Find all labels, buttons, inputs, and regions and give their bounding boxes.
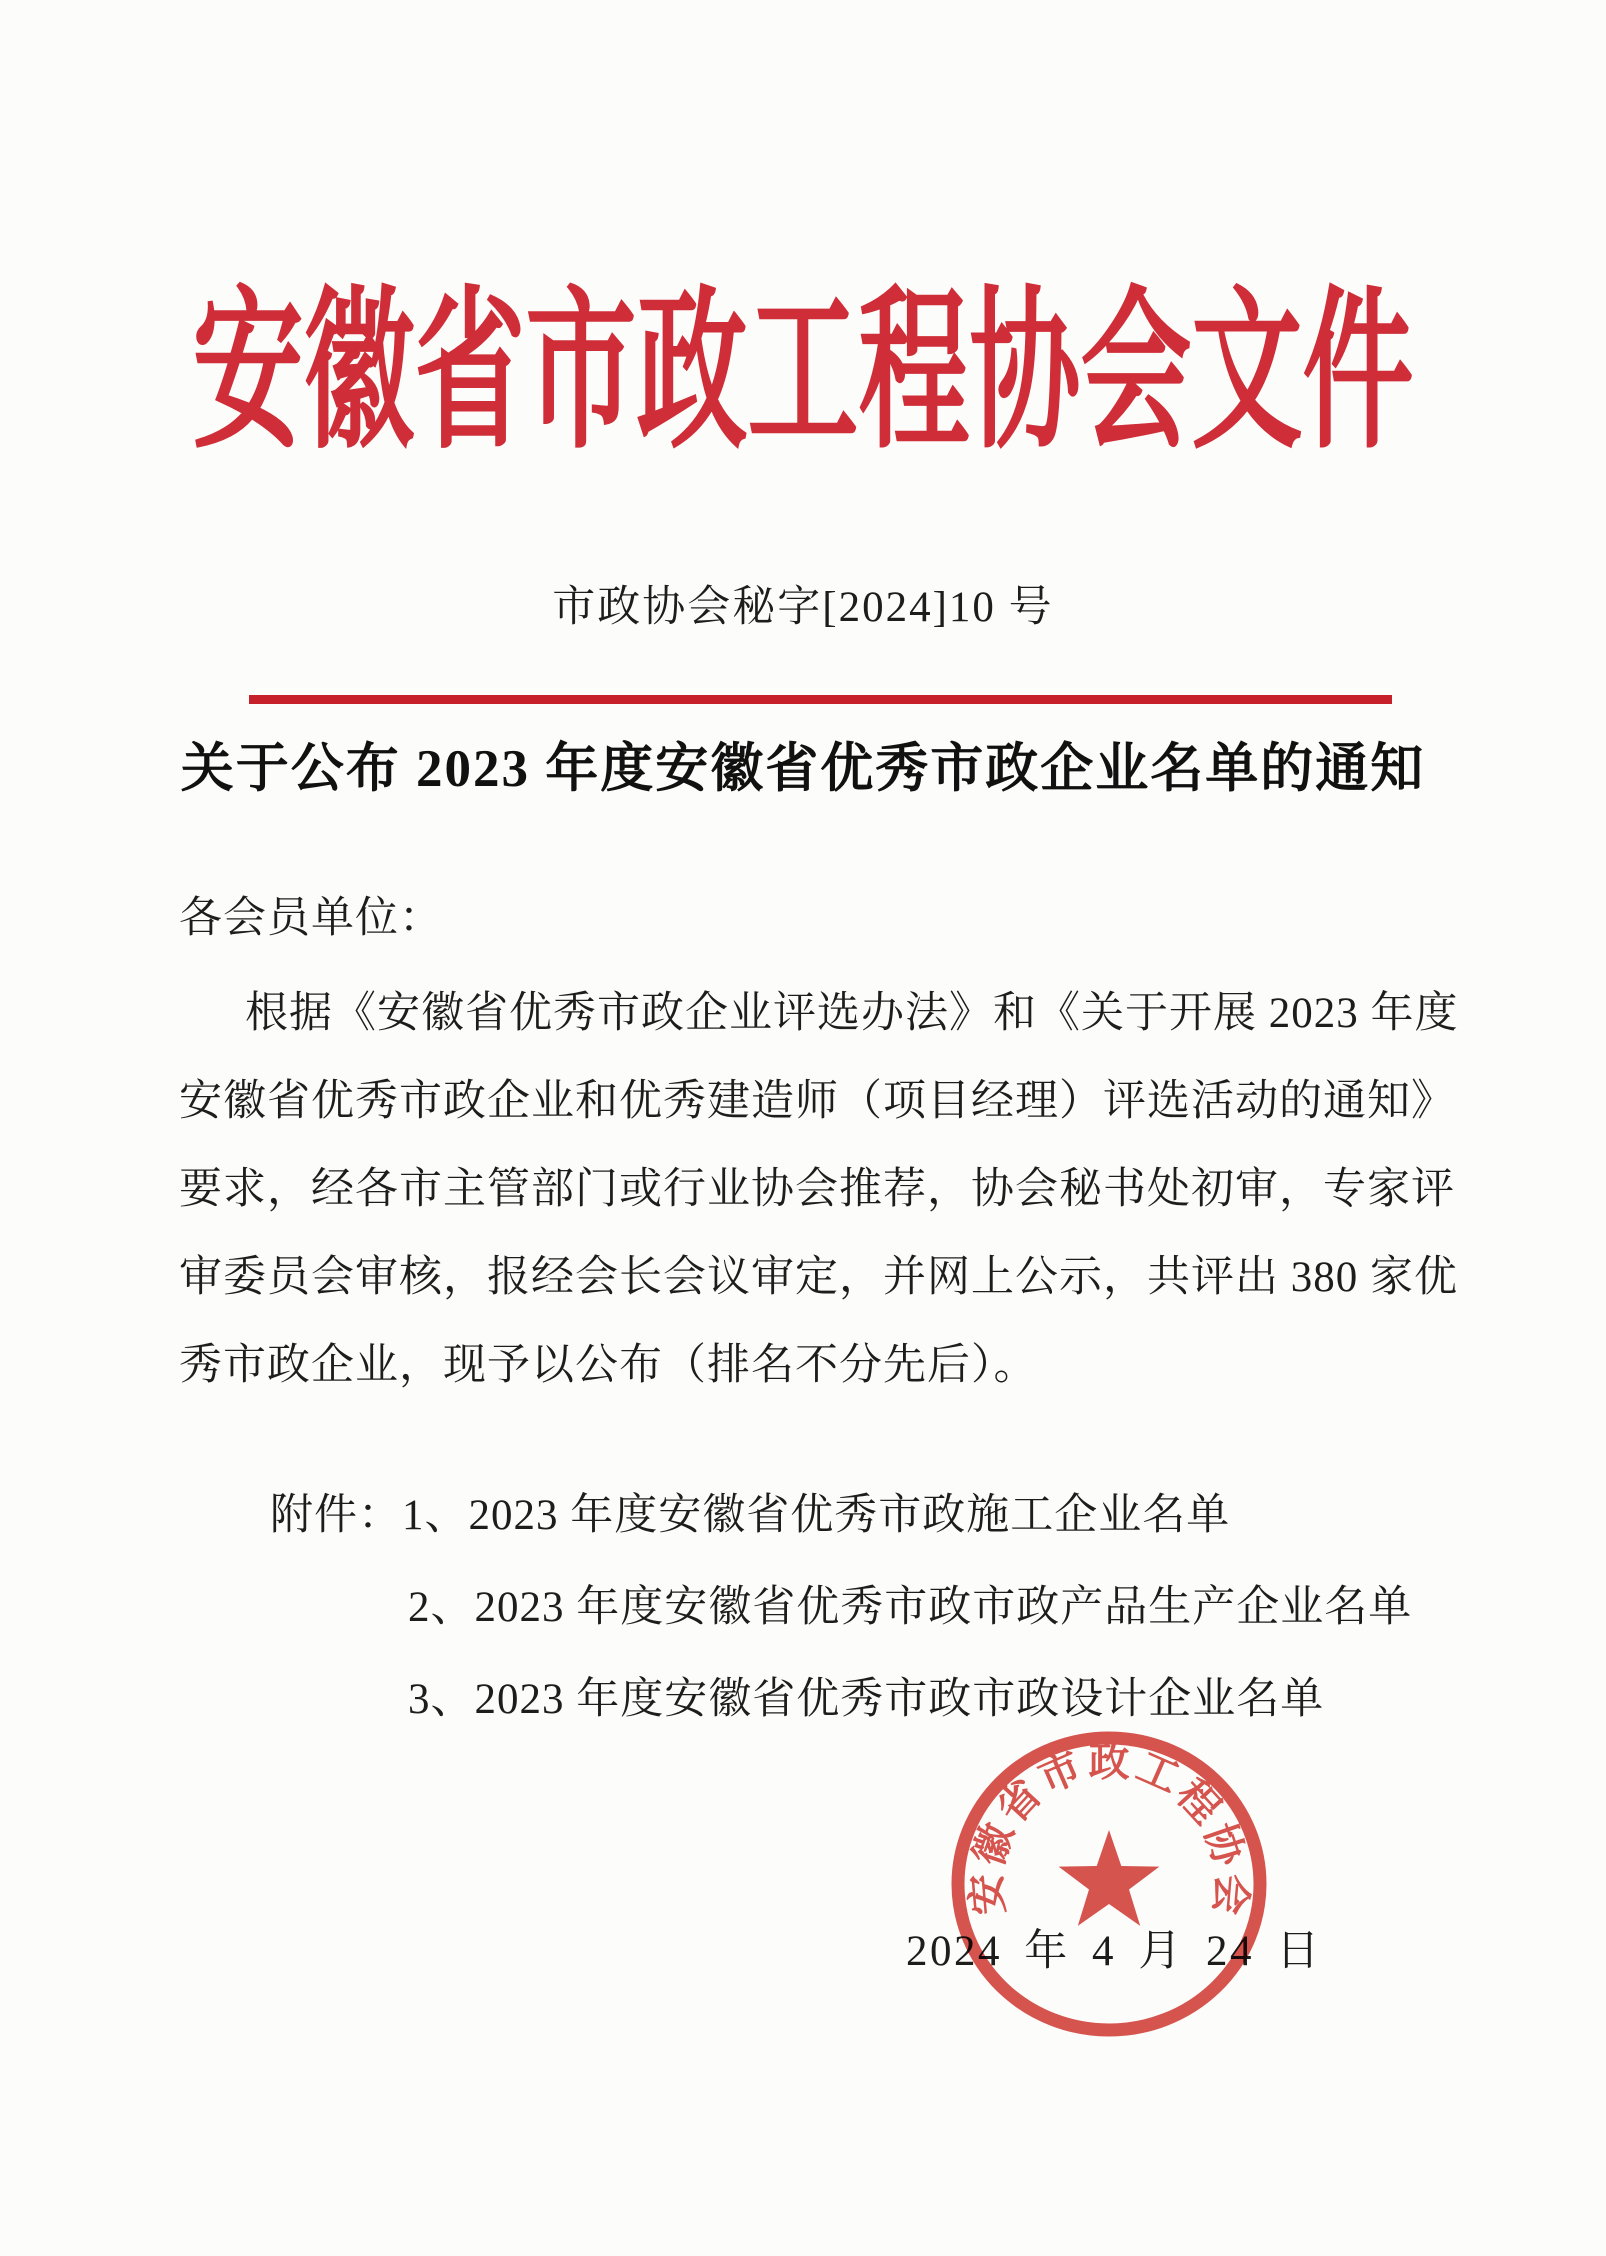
attachment-item <box>270 1470 1412 1562</box>
attachment-item-text: 1、2023 年度安徽省优秀市政施工企业名单 <box>402 1492 1231 1539</box>
red-divider-line <box>249 695 1392 704</box>
paragraph-line: 安徽省优秀市政企业和优秀建造师（项目经理）评选活动的通知》 <box>179 1078 1455 1125</box>
attachments-list <box>270 1470 1412 1746</box>
letterhead-org-title-text: 安徽省市政工程协会文件 <box>192 276 1414 470</box>
paragraph-line: 要求，经各市主管部门或行业协会推荐，协会秘书处初审，专家评 <box>179 1166 1455 1213</box>
issue-date: 2024 年 4 月 24 日 <box>906 1928 1322 1975</box>
paragraph-line: 审委员会审核，报经会长会议审定，并网上公示，共评出 380 家优 <box>179 1254 1458 1301</box>
paragraph-line: 根据《安徽省优秀市政企业评选办法》和《关于开展 2023 年度 <box>245 990 1459 1037</box>
official-seal <box>936 1711 1282 2057</box>
paragraph-line: 秀市政企业，现予以公布（排名不分先后）。 <box>179 1342 1038 1389</box>
doc-reference-number: 市政协会秘字[2024]10 号 <box>552 584 1054 631</box>
salutation: 各会员单位： <box>179 895 443 942</box>
notice-title: 关于公布 2023 年度安徽省优秀市政企业名单的通知 <box>180 740 1426 798</box>
seal-star-icon <box>1059 1830 1160 1926</box>
attachment-item: 2、2023 年度安徽省优秀市政市政产品生产企业名单 <box>408 1584 1413 1631</box>
body-paragraph <box>179 970 1459 1410</box>
attachment-item: 3、2023 年度安徽省优秀市政市政设计企业名单 <box>408 1676 1325 1723</box>
attachments-label: 附件： <box>270 1492 402 1539</box>
letterhead-org-title <box>0 238 1606 473</box>
seal-text-path: 安徽省市政工程协会 <box>962 1738 1256 1917</box>
